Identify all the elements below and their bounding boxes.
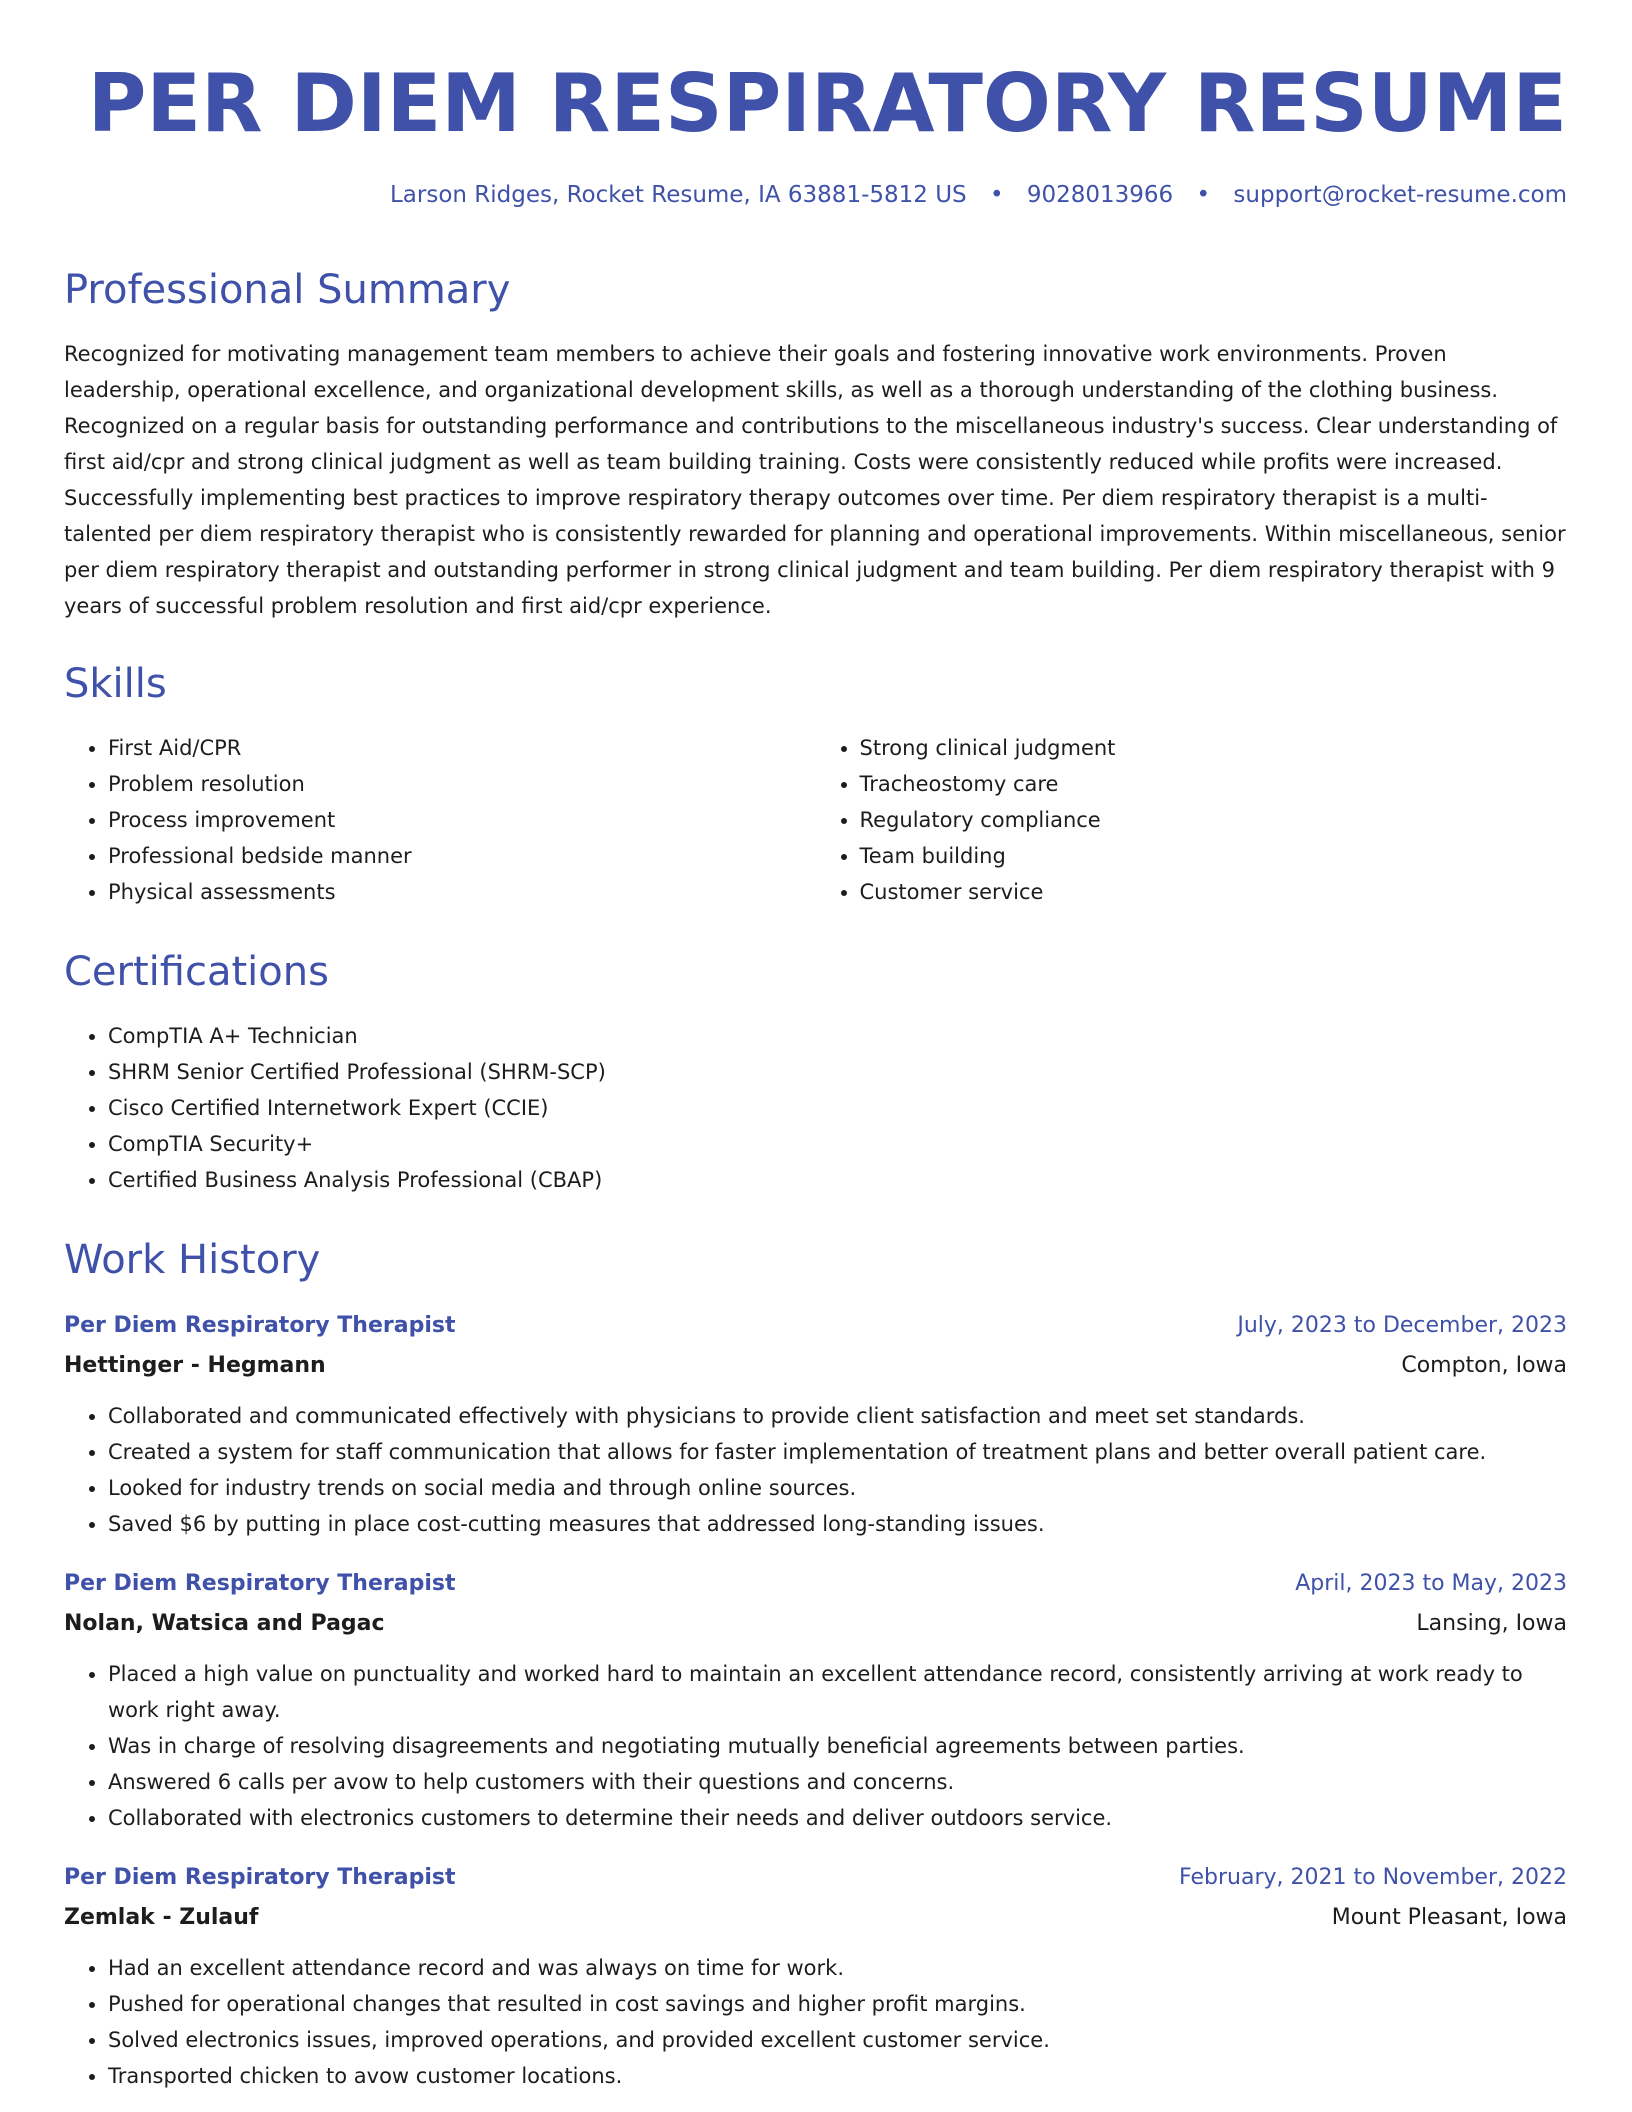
job-entry bbox=[64, 1858, 1567, 2094]
skill-item: • Problem resolution bbox=[108, 766, 816, 802]
job-location: Mount Pleasant, Iowa bbox=[1331, 1905, 1567, 1930]
certifications-list bbox=[64, 1018, 1567, 1198]
job-bullet: • Was in charge of resolving disagreements and negotiating mutually beneficial agreements between parties. bbox=[108, 1728, 1567, 1764]
certifications-section bbox=[64, 940, 1567, 1198]
job-bullet: • Collaborated with electronics customers to determine their needs and deliver outdoors service. bbox=[108, 1800, 1567, 1836]
job-location: Compton, Iowa bbox=[1401, 1353, 1567, 1378]
job-bullet: • Had an excellent attendance record and was always on time for work. bbox=[108, 1950, 1567, 1986]
job-company: Zemlak - Zulauf bbox=[64, 1905, 259, 1930]
skill-item: • First Aid/CPR bbox=[108, 730, 816, 766]
certification-item: • Cisco Certified Internetwork Expert (CCIE) bbox=[108, 1090, 1567, 1126]
skill-item: • Tracheostomy care bbox=[860, 766, 1568, 802]
summary-text: Recognized for motivating management team members to achieve their goals and fostering innovative work environments. Proven leadership, operational excellence, and organizational development skills, as well as a thorough understanding of the clothing business. Recognized on a regular basis for outstanding performance and contributions to the miscellaneous industry's success. Clear understanding of first aid/cpr and strong clinical judgment as well as team building training. Costs were consistently reduced while profits were increased. Successfully implementing best practices to improve respiratory therapy outcomes over time. Per diem respiratory therapist is a multi-talented per diem respiratory therapist who is consistently rewarded for planning and operational improvements. Within miscellaneous, senior per diem respiratory therapist and outstanding performer in strong clinical judgment and team building. Per diem respiratory therapist with 9 years of successful problem resolution and first aid/cpr experience. bbox=[64, 342, 1566, 618]
skill-item: • Regulatory compliance bbox=[860, 802, 1568, 838]
summary-section bbox=[64, 258, 1567, 624]
work-history-heading: Work History bbox=[64, 1237, 321, 1283]
summary-heading: Professional Summary bbox=[64, 267, 511, 313]
job-company-row bbox=[64, 1604, 1567, 1644]
job-dates: February, 2021 to November, 2022 bbox=[1179, 1865, 1567, 1890]
skills-section bbox=[64, 652, 1567, 910]
job-title: Per Diem Respiratory Therapist bbox=[64, 1865, 456, 1890]
certifications-heading: Certifications bbox=[64, 949, 329, 995]
job-bullet: • Saved $6 by putting in place cost-cutting measures that addressed long-standing issues. bbox=[108, 1506, 1567, 1542]
job-title: Per Diem Respiratory Therapist bbox=[64, 1571, 456, 1596]
job-bullet: • Collaborated and communicated effectively with physicians to provide client satisfaction and meet set standards. bbox=[108, 1398, 1567, 1434]
resume-body bbox=[64, 258, 1567, 2112]
skill-item: • Professional bedside manner bbox=[108, 838, 816, 874]
job-location: Lansing, Iowa bbox=[1416, 1611, 1567, 1636]
certification-item: • Certified Business Analysis Professional (CBAP) bbox=[108, 1162, 1567, 1198]
skill-item: • Team building bbox=[860, 838, 1568, 874]
job-dates: April, 2023 to May, 2023 bbox=[1295, 1571, 1567, 1596]
skills-columns bbox=[64, 730, 1567, 910]
skills-heading: Skills bbox=[64, 661, 167, 707]
job-bullets bbox=[64, 1656, 1567, 1836]
certification-item: • SHRM Senior Certified Professional (SHRM-SCP) bbox=[108, 1054, 1567, 1090]
job-bullet: • Looked for industry trends on social media and through online sources. bbox=[108, 1470, 1567, 1506]
skill-item: • Strong clinical judgment bbox=[860, 730, 1568, 766]
job-bullet: • Transported chicken to avow customer locations. bbox=[108, 2058, 1567, 2094]
job-bullet: • Placed a high value on punctuality and worked hard to maintain an excellent attendance record, consistently arriving at work ready to work right away. bbox=[108, 1656, 1567, 1728]
job-title: Per Diem Respiratory Therapist bbox=[64, 1313, 456, 1338]
job-title-row bbox=[64, 1306, 1567, 1346]
job-company-row bbox=[64, 1346, 1567, 1386]
job-dates: July, 2023 to December, 2023 bbox=[1237, 1313, 1567, 1338]
job-company: Hettinger - Hegmann bbox=[64, 1353, 326, 1378]
job-entry bbox=[64, 1564, 1567, 1836]
resume-title: PER DIEM RESPIRATORY RESUME bbox=[87, 57, 1567, 150]
contact-separator: • bbox=[1196, 182, 1211, 208]
resume-header bbox=[64, 44, 1567, 208]
job-entry bbox=[64, 1306, 1567, 1542]
job-bullets bbox=[64, 1398, 1567, 1542]
certification-item: • CompTIA Security+ bbox=[108, 1126, 1567, 1162]
job-company-row bbox=[64, 1898, 1567, 1938]
contact-separator: • bbox=[989, 182, 1004, 208]
contact-email[interactable]: support@rocket-resume.com bbox=[1233, 182, 1567, 208]
contact-line bbox=[64, 182, 1567, 208]
skill-item: • Customer service bbox=[860, 874, 1568, 910]
job-bullet: • Answered 6 calls per avow to help customers with their questions and concerns. bbox=[108, 1764, 1567, 1800]
skill-item: • Process improvement bbox=[108, 802, 816, 838]
contact-phone: 9028013966 bbox=[1026, 182, 1174, 208]
job-title-row bbox=[64, 1564, 1567, 1604]
job-company: Nolan, Watsica and Pagac bbox=[64, 1611, 385, 1636]
job-bullet: • Solved electronics issues, improved operations, and provided excellent customer service. bbox=[108, 2022, 1567, 2058]
job-bullets bbox=[64, 1950, 1567, 2094]
job-bullet: • Created a system for staff communication that allows for faster implementation of treatment plans and better overall patient care. bbox=[108, 1434, 1567, 1470]
work-history-section bbox=[64, 1228, 1567, 2094]
skills-right-list bbox=[816, 730, 1568, 910]
certification-item: • CompTIA A+ Technician bbox=[108, 1018, 1567, 1054]
job-bullet: • Pushed for operational changes that resulted in cost savings and higher profit margins. bbox=[108, 1986, 1567, 2022]
skills-left-list bbox=[64, 730, 816, 910]
contact-address: Larson Ridges, Rocket Resume, IA 63881-5812 US bbox=[389, 182, 967, 208]
job-title-row bbox=[64, 1858, 1567, 1898]
skill-item: • Physical assessments bbox=[108, 874, 816, 910]
